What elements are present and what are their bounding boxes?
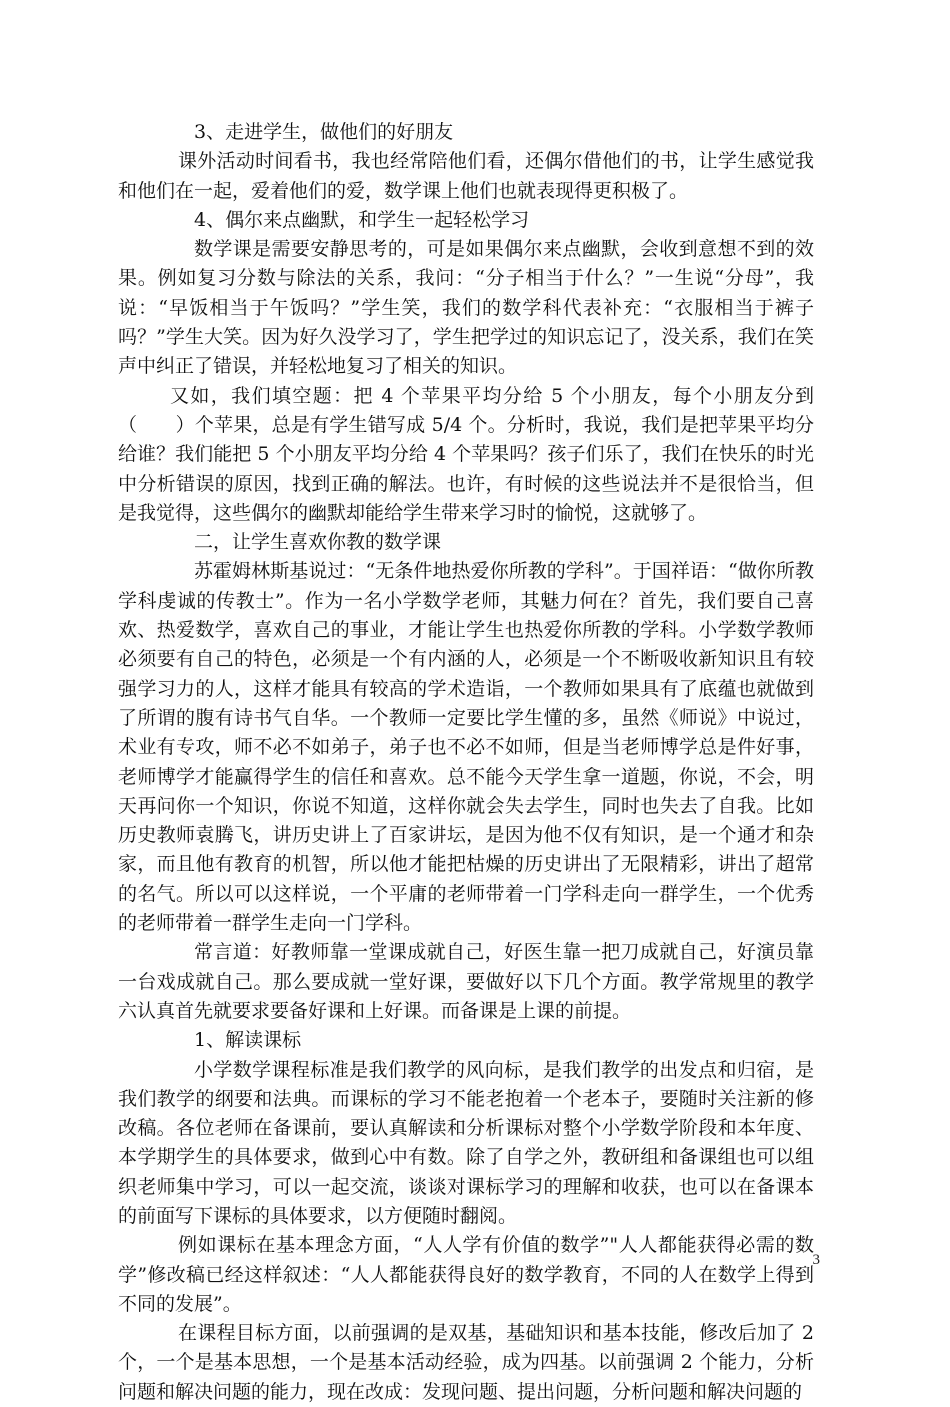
page-number: 3 xyxy=(812,1252,820,1268)
paragraph: 在课程目标方面，以前强调的是双基，基础知识和基本技能，修改后加了 2 个，一个是基本思想，一个是基本活动经验，成为四基。以前强调 2 个能力，分析问题和解决问题的能力，现在改成：发现问题、提出问题，分析问题和解决问题的 xyxy=(118,1322,814,1403)
paragraph: 苏霍姆林斯基说过：“无条件地热爱你所教的学科”。于国祥语：“做你所教学科虔诚的传教士”。作为一名小学数学老师，其魅力何在？首先，我们要自己喜欢、热爱数学，喜欢自己的事业，才能让学生也热爱你所教的学科。小学数学教师必须要有自己的特色，必须是一个有内涵的人，必须是一个不断吸收新知识且有较强学习力的人，这样才能具有较高的学术造诣，一个教师如果具有了底蕴也就做到了所谓的腹有诗书气自华。一个教师一定要比学生懂的多，虽然《师说》中说过，术业有专攻，师不必不如弟子，弟子也不必不如师，但是当老师博学总是件好事，老师博学才能赢得学生的信任和喜欢。总不能今天学生拿一道题，你说，不会，明天再问你一个知识，你说不知道，这样你就会失去学生，同时也失去了自我。比如历史教师袁腾飞，讲历史讲上了百家讲坛，是因为他不仅有知识，是一个通才和杂家，而且他有教育的机智，所以他才能把枯燥的历史讲出了无限精彩，讲出了超常的名气。所以可以这样说，一个平庸的老师带着一门学科走向一群学生，一个优秀的老师带着一群学生走向一门学科。 xyxy=(118,560,814,935)
section-heading-4: 4、偶尔来点幽默，和学生一起轻松学习 xyxy=(194,208,530,231)
paragraph: 例如课标在基本理念方面，“人人学有价值的数学”"人人都能获得必需的数学”修改稿已经这样叙述：“人人都能获得良好的数学教育，不同的人在数学上得到不同的发展”。 xyxy=(118,1234,814,1315)
body-text xyxy=(118,118,814,1407)
section-heading-1: 1、解读课标 xyxy=(194,1029,302,1052)
section-heading-3: 3、走进学生，做他们的好朋友 xyxy=(194,121,454,143)
paragraph: 小学数学课程标准是我们教学的风向标，是我们教学的出发点和归宿，是我们教学的纲要和法典。而课标的学习不能老抱着一个老本子，要随时关注新的修改稿。各位老师在备课前，要认真解读和分析课标对整个小学数学阶段和本年度、本学期学生的具体要求，做到心中有数。除了自学之外，教研组和备课组也可以组织老师集中学习，可以一起交流，谈谈对课标学习的理解和收获，也可以在备课本的前面写下课标的具体要求，以方便随时翻阅。 xyxy=(118,1058,814,1227)
paragraph: 常言道：好教师靠一堂课成就自己，好医生靠一把刀成就自己，好演员靠一台戏成就自己。那么要成就一堂好课，要做好以下几个方面。教学常规里的教学六认真首先就要求要备好课和上好课。而备课是上课的前提。 xyxy=(118,941,814,1022)
paragraph: 课外活动时间看书，我也经常陪他们看，还偶尔借他们的书，让学生感觉我和他们在一起，爱着他们的爱，数学课上他们也就表现得更积极了。 xyxy=(118,150,814,202)
paragraph: 数学课是需要安静思考的，可是如果偶尔来点幽默，会收到意想不到的效果。例如复习分数与除法的关系，我问：“分子相当于什么？”一生说“分母”，我说：“早饭相当于午饭吗？”学生笑，我们的数学科代表补充：“衣服相当于裤子吗？”学生大笑。因为好久没学习了，学生把学过的知识忘记了，没关系，我们在笑声中纠正了错误，并轻松地复习了相关的知识。 xyxy=(118,238,814,378)
paragraph: 又如，我们填空题：把 4 个苹果平均分给 5 个小朋友，每个小朋友分到（ ）个苹果，总是有学生错写成 5/4 个。分析时，我说，我们是把苹果平均分给谁？我们能把 5 个小朋友平均分给 4 个苹果吗？孩子们乐了，我们在快乐的时光中分析错误的原因，找到正确的解法。也许，有时候的这些说法并不是很恰当，但是我觉得，这些偶尔的幽默却能给学生带来学习时的愉悦，这就够了。 xyxy=(118,384,814,524)
section-heading-2: 二，让学生喜欢你教的数学课 xyxy=(194,531,442,554)
